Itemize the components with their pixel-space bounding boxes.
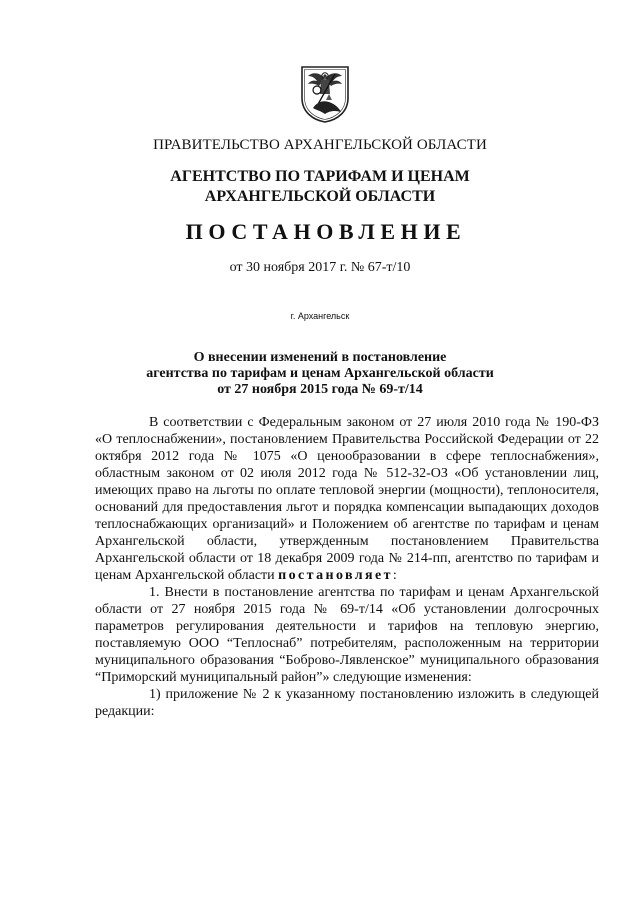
agency-name-line2: АРХАНГЕЛЬСКОЙ ОБЛАСТИ [204,188,436,205]
preamble-text: В соответствии с Федеральным законом от 27 июля 2010 года № 190-ФЗ «О теплоснабжении», постановлением Правительства Российской Федерации от 22 октября 2012 года № 1075 «О ценообразовании в сфере теплоснабжения», областным законом от 02 июля 2012 года № 512-32-ОЗ «Об установлении лиц, имеющих право на льготы по оплате тепловой энергии (мощности), теплоносителя, оснований для предоставления льгот и порядка компенсации выпадающих доходов теплоснабжающих организаций» и Положением об агентстве по тарифам и ценам Архангельской области, утвержденным постановлением Правительства Архангельской области от 18 декабря 2009 года № 214-пп, агентство по тарифам и ценам Архангельской области [95,415,599,583]
resolve-keyword: постановляет [278,568,393,583]
body-paragraph-preamble: В соответствии с Федеральным законом от 27 июля 2010 года № 190-ФЗ «О теплоснабжении», постановлением Правительства Российской Федерации от 22 октября 2012 года № 1075 «О ценообразовании в сфере теплоснабжения», областным законом от 02 июля 2012 года № 512-32-ОЗ «Об установлении лиц, имеющих право на льготы по оплате тепловой энергии (мощности), теплоносителя, оснований для предоставления льгот и порядка компенсации выпадающих доходов теплоснабжающих организаций» и Положением об агентстве по тарифам и ценам Архангельской области, утвержденным постановлением Правительства Архангельской области от 18 декабря 2009 года № 214-пп, агентство по тарифам и ценам Архангельской области постановляет: [95,415,599,583]
agency-name-line1: АГЕНТСТВО ПО ТАРИФАМ И ЦЕНАМ [170,168,470,185]
coat-of-arms-icon [299,64,351,124]
agency-name [0,167,640,207]
subject-line1: О внесении изменений в постановление [193,350,447,365]
body-paragraph-subitem-1: 1) приложение № 2 к указанному постановлению изложить в следующей редакции: [95,687,599,719]
document-city: г. Архангельск [290,311,350,321]
body-paragraph-item-1: 1. Внести в постановление агентства по тарифам и ценам Архангельской области от 27 ноября 2015 года № 69-т/14 «Об установлении долгосрочных параметров регулирования деятельности и тарифов на тепловую энергию, поставляемую ООО “Теплоснаб” потребителям, расположенным на территории муниципального образования “Боброво-Лявленское” муниципального образования “Приморский муниципальный район”» следующие изменения: [95,585,599,685]
document-body [95,414,599,720]
subject-line3: от 27 ноября 2015 года № 69-т/14 [217,382,423,397]
document-type-title: ПОСТАНОВЛЕНИЕ [185,219,467,244]
subject-line2: агентства по тарифам и ценам Архангельской области [146,366,494,381]
document-date-number: от 30 ноября 2017 г. № 67-т/10 [229,260,411,275]
government-name: ПРАВИТЕЛЬСТВО АРХАНГЕЛЬСКОЙ ОБЛАСТИ [153,137,487,153]
document-subject [0,350,640,398]
